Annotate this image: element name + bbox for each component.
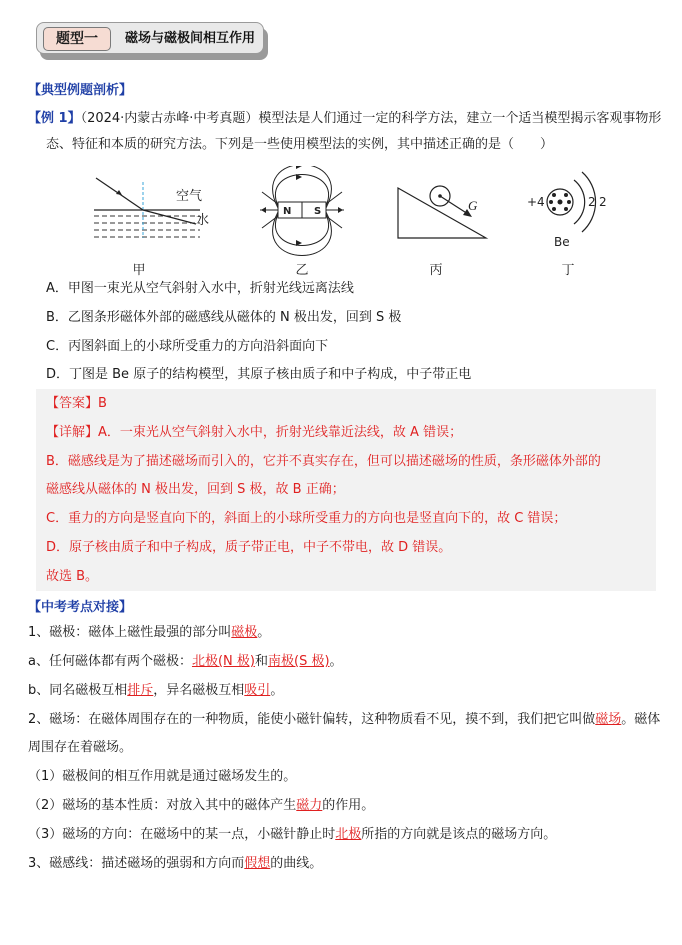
sub-point-2 xyxy=(28,795,658,817)
answer-value: B xyxy=(98,396,107,411)
detail-line-2: B．磁感线是为了描述磁场而引入的，它并不真实存在，但可以描述磁场的性质，条形磁体外部的 xyxy=(46,454,601,469)
example-text-1: （2024·内蒙古赤峰·中考真题）模型法是人们通过一定的科学方法，建立一个适当模型揭示客观事物形 xyxy=(80,111,662,126)
header-tab xyxy=(36,22,264,54)
sub-point-3 xyxy=(28,824,658,846)
point-b-text: b、同名磁极互相 xyxy=(28,683,128,698)
point-1-text: 1、磁极：磁体上磁性最强的部分叫 xyxy=(28,625,232,640)
figure-label-jia: 甲 xyxy=(132,263,146,278)
point-b-end: 。 xyxy=(270,683,284,698)
example-line-1 xyxy=(28,108,662,130)
water-label: 水 xyxy=(196,213,210,228)
detail-line-6: 故选 B。 xyxy=(46,569,99,584)
point-a-text: a、任何磁体都有两个磁极： xyxy=(28,654,192,669)
detail-line-4: C．重力的方向是竖直向下的，斜面上的小球所受重力的方向也是竖直向下的，故 C 错误； xyxy=(46,511,567,526)
option-d: D．丁图是 Be 原子的结构模型，其原子核由质子和中子构成，中子带正电 xyxy=(46,367,472,382)
point-a-blank-1: 北极(N 极) xyxy=(191,654,255,669)
option-a: A．甲图一束光从空气斜射入水中，折射光线远离法线 xyxy=(46,281,354,296)
point-a-end: 。 xyxy=(329,654,343,669)
point-3-end: 的曲线。 xyxy=(270,856,323,871)
detail-label: 【详解】 xyxy=(46,425,99,440)
option-c: C．丙图斜面上的小球所受重力的方向沿斜面向下 xyxy=(46,339,329,354)
air-label: 空气 xyxy=(176,189,203,204)
example-label: 【例 1】 xyxy=(28,111,81,126)
answer-label: 【答案】 xyxy=(46,396,99,411)
section-analysis-title: 【典型例题剖析】 xyxy=(28,83,133,98)
point-1-blank: 磁极 xyxy=(231,625,258,640)
figures-row xyxy=(80,166,640,256)
figure-refraction xyxy=(94,178,203,238)
sub-point-2-text: （2）磁场的基本性质：对放入其中的磁体产生 xyxy=(28,798,297,813)
point-2 xyxy=(28,709,661,731)
figure-label-ding: 丁 xyxy=(561,263,575,278)
point-a-mid: 和 xyxy=(254,654,268,669)
point-2-end: 。磁体 xyxy=(621,712,661,727)
answer-line xyxy=(46,393,107,415)
point-2-text: 2、磁场：在磁体周围存在的一种物质，能使小磁针偏转，这种物质看不见，摸不到，我们把它叫做 xyxy=(28,712,596,727)
sub-point-3-blank: 北极 xyxy=(335,827,362,842)
point-a-blank-2: 南极(S 极) xyxy=(268,654,330,669)
section-points-title: 【中考考点对接】 xyxy=(28,600,133,615)
point-3-text: 3、磁感线：描述磁场的强弱和方向而 xyxy=(28,856,245,871)
detail-line-5: D．原子核由质子和中子构成，质子带正电，中子不带电，故 D 错误。 xyxy=(46,540,452,555)
figure-magnet xyxy=(260,166,344,256)
point-b-blank-1: 排斥 xyxy=(127,683,154,698)
detail-text-1: A．一束光从空气斜射入水中，折射光线靠近法线，故 A 错误； xyxy=(98,425,463,440)
magnet-s-label: S xyxy=(314,206,322,217)
point-2-line-2: 周围存在着磁场。 xyxy=(28,740,133,755)
magnet-n-label: N xyxy=(283,206,292,217)
element-label: Be xyxy=(554,235,570,249)
sub-point-2-blank: 磁力 xyxy=(296,798,323,813)
sub-point-3-text: （3）磁场的方向：在磁场中的某一点，小磁针静止时 xyxy=(28,827,336,842)
point-b-blank-2: 吸引 xyxy=(244,683,271,698)
shell1-count: 2 xyxy=(588,195,596,209)
point-1 xyxy=(28,622,658,644)
header-badge: 题型一 xyxy=(43,27,111,51)
point-3-blank: 假想 xyxy=(244,856,271,871)
point-1-end: 。 xyxy=(257,625,271,640)
example-line-2: 态、特征和本质的研究方法。下列是一些使用模型法的实例，其中描述正确的是（ ） xyxy=(46,137,554,152)
point-b xyxy=(28,680,658,702)
point-a xyxy=(28,651,658,673)
sub-point-1: （1）磁极间的相互作用就是通过磁场发生的。 xyxy=(28,769,297,784)
sub-point-3-end: 所指的方向就是该点的磁场方向。 xyxy=(361,827,557,842)
detail-line-3: 磁感线从磁体的 N 极出发，回到 S 极，故 B 正确； xyxy=(46,482,345,497)
point-b-mid: ，异名磁极互相 xyxy=(153,683,245,698)
detail-line-1 xyxy=(46,422,462,444)
point-2-blank: 磁场 xyxy=(595,712,622,727)
section-header xyxy=(36,22,268,60)
point-3 xyxy=(28,853,658,875)
shell2-count: 2 xyxy=(599,195,607,209)
gravity-label: G xyxy=(468,198,478,213)
figure-label-yi: 乙 xyxy=(295,263,309,278)
figure-label-bing: 丙 xyxy=(429,263,443,278)
sub-point-2-end: 的作用。 xyxy=(322,798,375,813)
nucleus-charge: +4 xyxy=(527,195,545,209)
header-topic: 磁场与磁极间相互作用 xyxy=(125,31,256,46)
option-b: B．乙图条形磁体外部的磁感线从磁体的 N 极出发，回到 S 极 xyxy=(46,310,402,325)
